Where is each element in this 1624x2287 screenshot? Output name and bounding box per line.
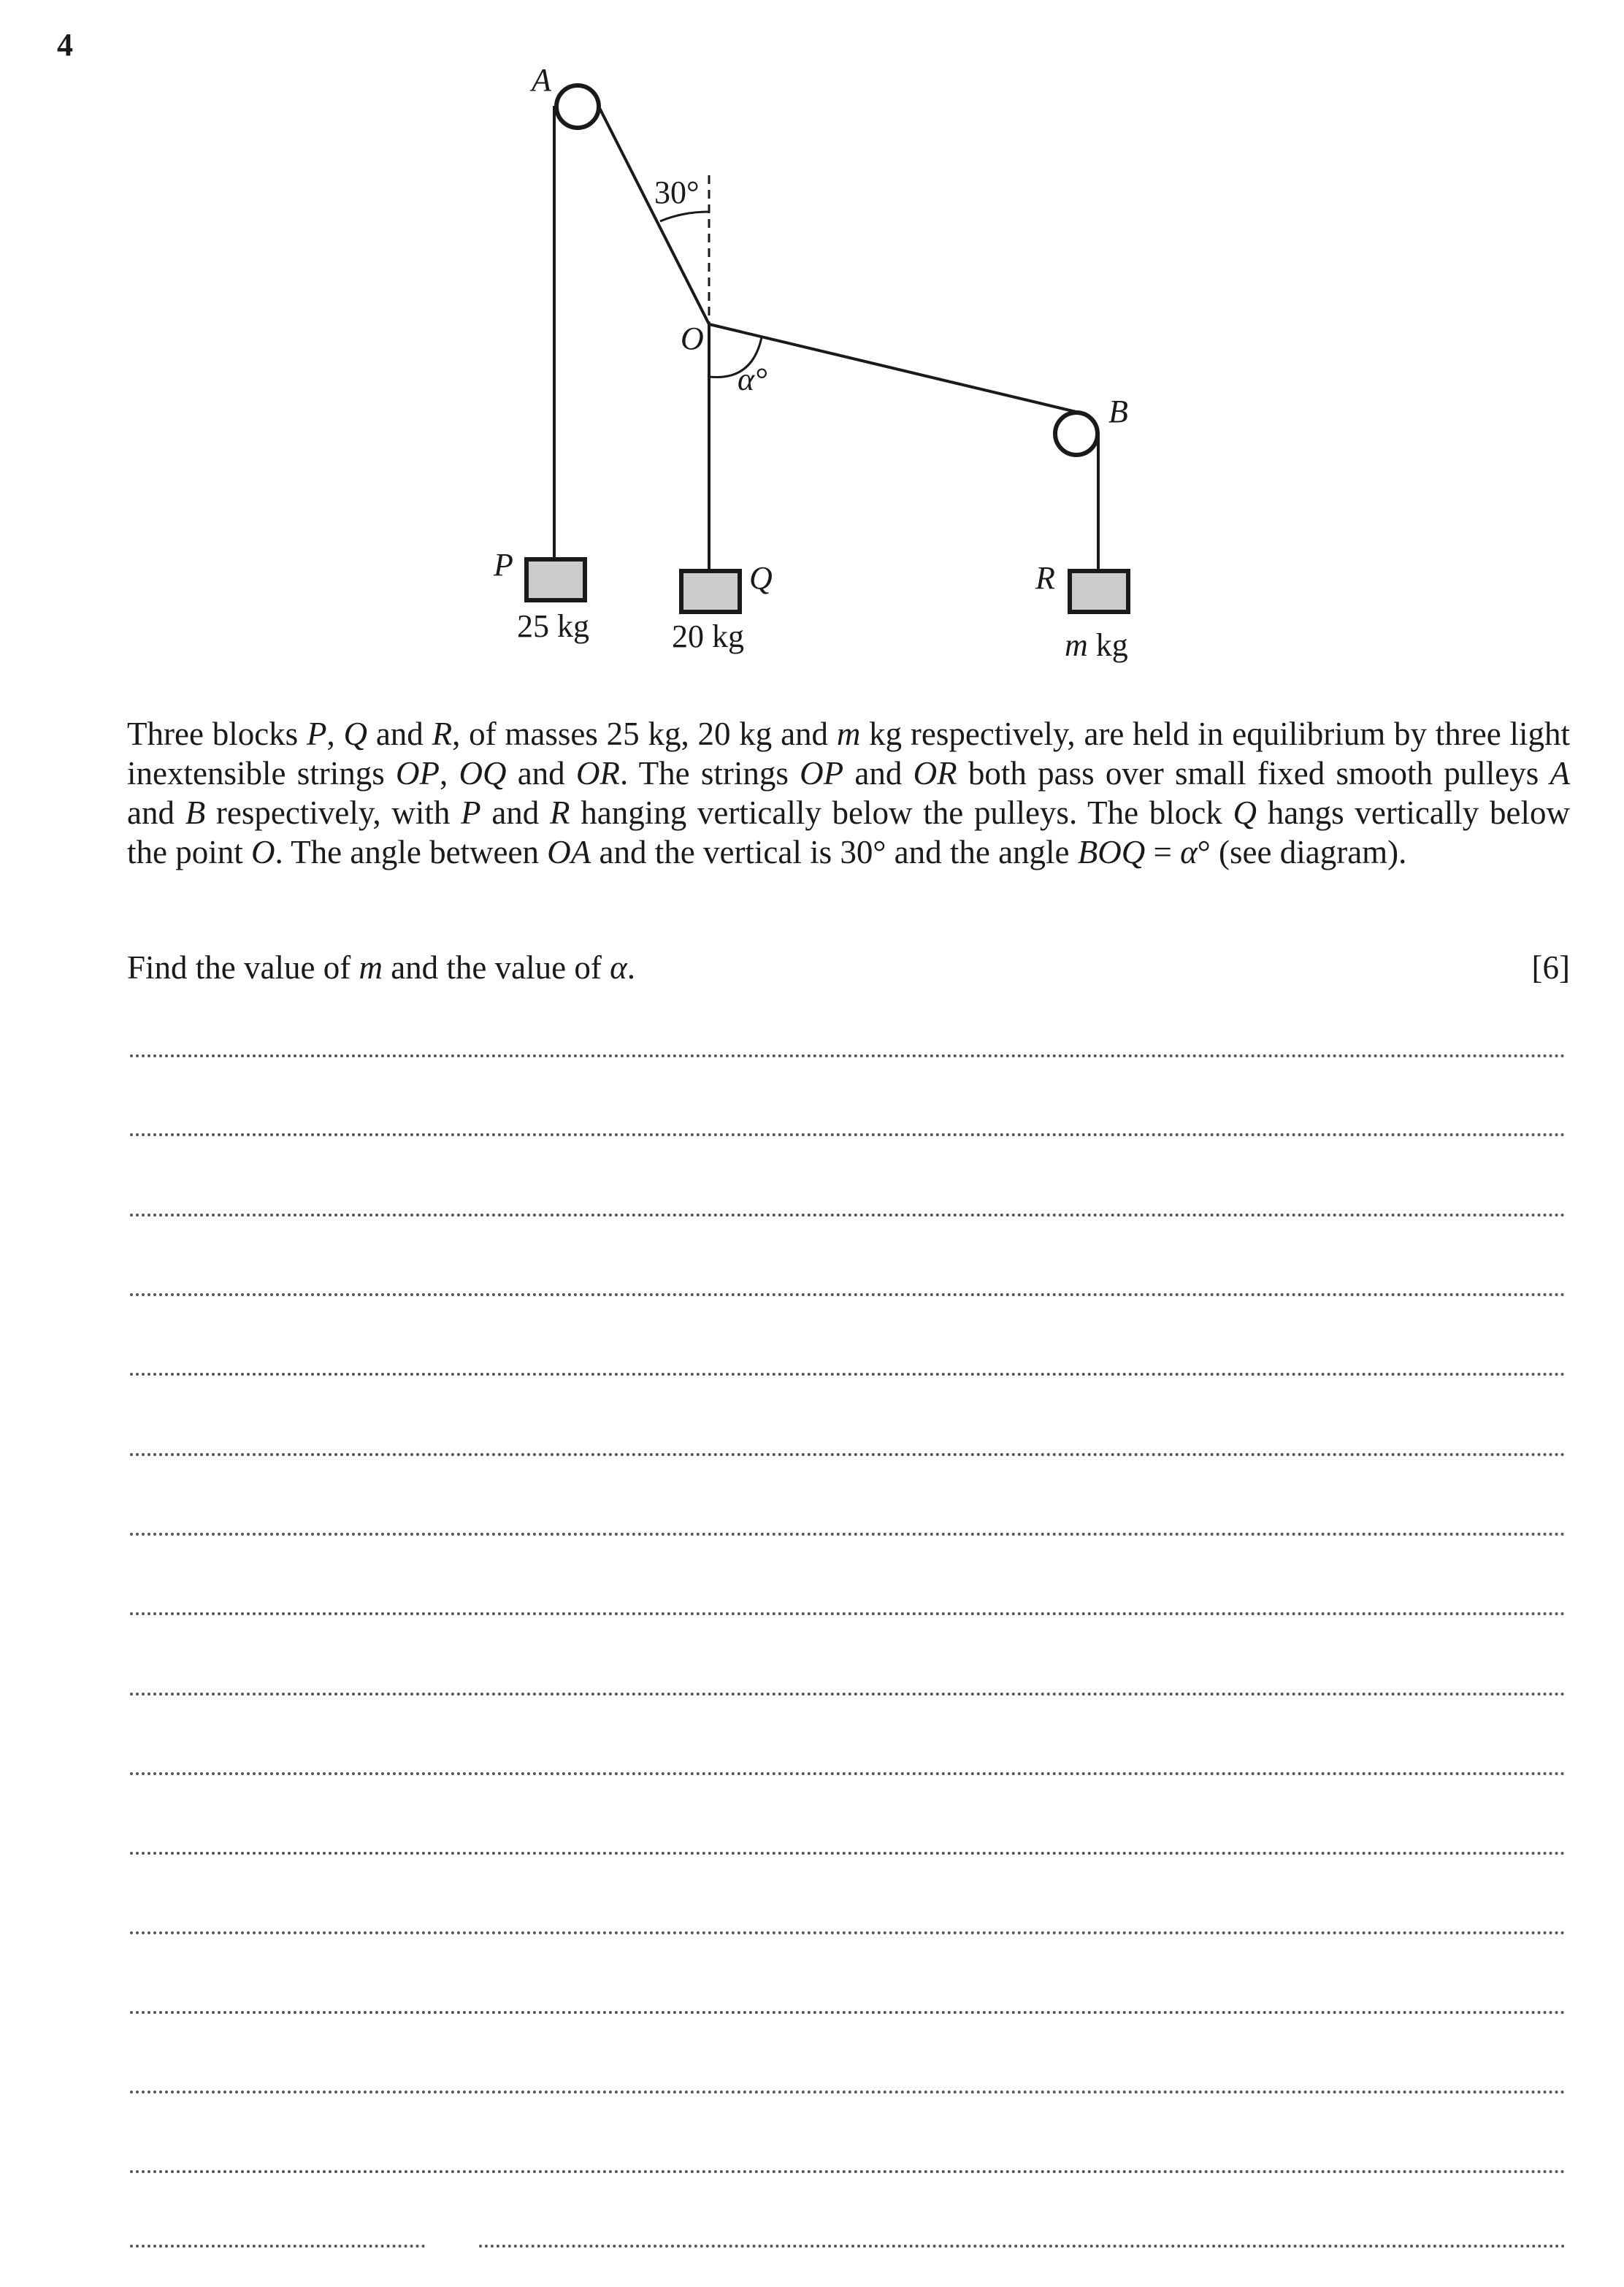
answer-line[interactable] <box>130 1612 1566 1615</box>
answer-line-m[interactable] <box>130 2245 425 2248</box>
label-mass-p: 25 kg <box>517 608 589 644</box>
label-p: P <box>494 547 513 583</box>
answer-line[interactable] <box>130 1772 1566 1775</box>
label-a: A <box>532 62 551 98</box>
answer-line[interactable] <box>130 1931 1566 1934</box>
pulley-a <box>556 85 599 128</box>
answer-line-alpha[interactable] <box>479 2245 1566 2248</box>
answer-line[interactable] <box>130 2091 1566 2093</box>
label-o: O <box>681 321 704 356</box>
marks-allocation: [6] <box>1531 949 1570 986</box>
answer-line[interactable] <box>130 1054 1566 1057</box>
string-ao <box>597 104 709 324</box>
answer-line[interactable] <box>130 2170 1566 2173</box>
answer-line[interactable] <box>130 1373 1566 1376</box>
block-q <box>681 571 740 612</box>
answer-line[interactable] <box>130 1293 1566 1296</box>
angle-30-arc <box>660 212 709 221</box>
label-mass-q: 20 kg <box>672 618 744 654</box>
answer-line[interactable] <box>130 1693 1566 1696</box>
question-number: 4 <box>57 27 73 63</box>
label-b: B <box>1108 394 1128 429</box>
label-mass-r-var: m <box>1065 627 1088 663</box>
label-mass-r <box>1065 627 1128 663</box>
answer-line[interactable] <box>130 1852 1566 1855</box>
find-instruction: Find the value of m and the value of α. <box>127 949 635 986</box>
question-text: Three blocks P, Q and R, of masses 25 kg, 20 kg and m kg respectively, are held in equilibrium by three light inextensible strings OP, OQ and OR. The strings OP and OR both pass over small fixed smooth pulleys A and B respectively, with P and R hanging vertically below the pulleys. The block Q hangs vertically below the point O. The angle between OA and the vertical is 30° and the angle BOQ = α° (see diagram). <box>127 716 1571 870</box>
label-angle-30: 30° <box>654 175 700 210</box>
label-q: Q <box>749 560 773 596</box>
label-r: R <box>1035 560 1055 596</box>
block-p <box>526 559 585 600</box>
label-alpha: α° <box>738 361 767 397</box>
pulley-b <box>1055 413 1098 455</box>
label-mass-r-unit: kg <box>1095 627 1128 663</box>
answer-line[interactable] <box>130 1533 1566 1536</box>
answer-line[interactable] <box>130 1453 1566 1456</box>
pulley-diagram <box>0 0 1624 701</box>
answer-line[interactable] <box>130 2011 1566 2014</box>
block-r <box>1070 571 1128 612</box>
answer-line[interactable] <box>130 1214 1566 1217</box>
answer-line[interactable] <box>130 1133 1566 1136</box>
